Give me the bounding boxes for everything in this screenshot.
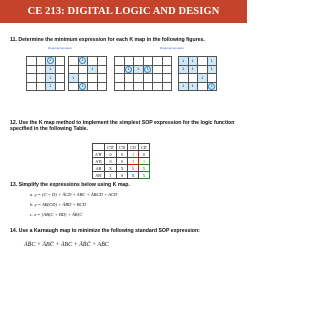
question-14: 14. Use a Karnaugh map to minimize the following standard SOP expression:: [10, 228, 200, 234]
question-13: 13. Simplify the expressions below using K map.: [10, 182, 130, 188]
table-cell: 1: [138, 158, 149, 165]
table-cell: X: [117, 165, 128, 172]
expression-a: a. y = (C̄ + D) + ĀCD + ABC + ĀBCD + AC̄D: [30, 192, 118, 197]
kmap-4: 1 1 1 1 1 1 1 1 1 1: [178, 56, 217, 91]
kmap-subtitle-right: Required answers: [160, 46, 185, 50]
table-cell: 0: [105, 151, 117, 158]
kmap-1: 1 1 1 1: [26, 56, 65, 91]
table-header-cell: CD: [128, 144, 139, 151]
table-cell: 1: [128, 158, 139, 165]
table-cell: 1: [128, 151, 139, 158]
truth-table: [92, 143, 150, 179]
table-header-cell: [93, 144, 105, 151]
table-cell: A'B': [93, 151, 105, 158]
question-12: 12. Use the K map method to implement the simplest SOP expression for the logic function specified in the following Table.: [10, 120, 235, 133]
table-cell: X: [128, 165, 139, 172]
table-cell: 1: [105, 172, 117, 179]
table-cell: X: [138, 165, 149, 172]
sop-expression: ĀB̄C + ĀBC̄ + ĀBC + ĀB̄C̄ + AB̄C: [24, 242, 109, 248]
question-11: 11. Determine the minimum expression for each K map in the following figures.: [10, 37, 205, 43]
table-cell: 0: [138, 151, 149, 158]
table-cell: A'B: [93, 158, 105, 165]
table-cell: AB: [93, 165, 105, 172]
page-title: CE 213: DIGITAL LOGIC AND DESIGN: [0, 0, 247, 23]
kmap-subtitle-left: Required answers: [48, 46, 73, 50]
table-header-cell: CD': [138, 144, 149, 151]
expression-c: c. z = [AB(C + BD) + ĀB]C: [30, 212, 83, 217]
table-cell: 0: [117, 151, 128, 158]
table-header-cell: C'D: [117, 144, 128, 151]
table-cell: AB': [93, 172, 105, 179]
kmap-2: 1 1 1 1: [68, 56, 107, 91]
table-cell: 0: [117, 172, 128, 179]
table-cell: 0: [117, 158, 128, 165]
table-cell: X: [128, 172, 139, 179]
expression-b: b. y = AB(C̄D) + ĀBD + BCD: [30, 202, 86, 207]
table-cell: X: [105, 165, 117, 172]
kmap-3: 1 1 1: [114, 56, 172, 91]
table-header-cell: C'D': [105, 144, 117, 151]
table-cell: X: [138, 172, 149, 179]
table-cell: 0: [105, 158, 117, 165]
